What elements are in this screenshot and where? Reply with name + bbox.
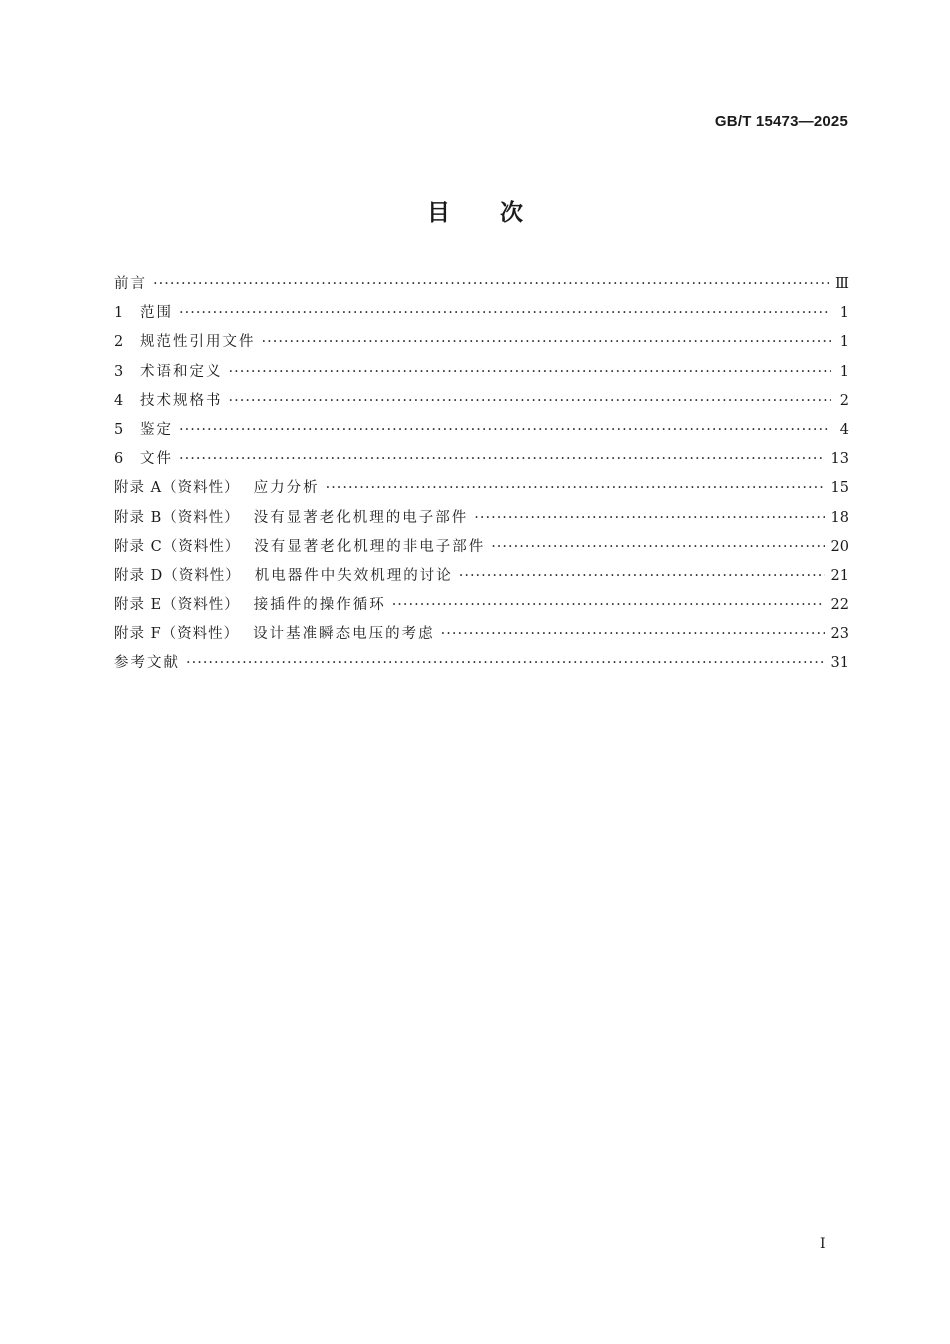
toc-leader-dots bbox=[229, 358, 832, 387]
toc-leader-dots bbox=[392, 591, 825, 620]
toc-appendix-prefix: 附录 F（资料性） bbox=[114, 626, 240, 643]
toc-leader-dots bbox=[179, 416, 831, 445]
toc-entry-page: 31 bbox=[830, 655, 849, 672]
title-char-2: 次 bbox=[500, 200, 523, 226]
toc-entry-6[interactable] bbox=[114, 445, 849, 474]
toc-entry-page: 20 bbox=[830, 538, 849, 555]
toc-entry-number: 4 bbox=[114, 392, 124, 409]
toc-entry-page: 22 bbox=[830, 597, 849, 614]
toc-entry-label: 设计基准瞬态电压的考虑 bbox=[253, 626, 435, 643]
toc-entry-appendix-a[interactable] bbox=[114, 474, 849, 503]
toc-entry-page: 15 bbox=[830, 480, 849, 497]
toc-entry-label: 没有显著老化机理的非电子部件 bbox=[254, 538, 486, 555]
toc-entry-appendix-e[interactable] bbox=[114, 591, 849, 620]
toc-entry-page: 1 bbox=[839, 305, 849, 322]
toc-entry-number: 6 bbox=[114, 451, 124, 468]
toc-entry-label: 参考文献 bbox=[114, 655, 180, 672]
page-title bbox=[0, 194, 950, 227]
toc-entry-page: 21 bbox=[830, 567, 849, 584]
toc-entry-page: Ⅲ bbox=[835, 276, 849, 292]
toc-leader-dots bbox=[262, 328, 832, 357]
toc-entry-label: 范围 bbox=[140, 305, 173, 322]
toc-entry-label: 前言 bbox=[114, 276, 147, 292]
toc-entry-page: 1 bbox=[839, 334, 849, 351]
toc-entry-number: 3 bbox=[114, 363, 124, 380]
table-of-contents bbox=[114, 270, 849, 679]
toc-entry-label: 应力分析 bbox=[253, 480, 320, 497]
standard-code: GB/T 15473—2025 bbox=[714, 113, 848, 130]
toc-entry-page: 23 bbox=[830, 626, 849, 643]
toc-entry-label: 文件 bbox=[140, 451, 173, 468]
toc-entry-page: 18 bbox=[830, 509, 849, 526]
toc-entry-page: 4 bbox=[839, 421, 849, 438]
toc-entry-appendix-c[interactable] bbox=[114, 533, 849, 562]
toc-appendix-prefix: 附录 D（资料性） bbox=[114, 567, 241, 584]
toc-entry-label: 机电器件中失效机理的讨论 bbox=[254, 567, 453, 584]
title-char-1: 目 bbox=[427, 200, 450, 226]
toc-entry-label: 鉴定 bbox=[140, 421, 173, 438]
toc-entry-label: 规范性引用文件 bbox=[140, 334, 256, 351]
toc-entry-5[interactable] bbox=[114, 416, 849, 445]
toc-leader-dots bbox=[326, 474, 825, 503]
toc-entry-references[interactable] bbox=[114, 649, 849, 678]
toc-entry-number: 2 bbox=[114, 334, 124, 351]
toc-leader-dots bbox=[179, 299, 831, 328]
toc-entry-number: 5 bbox=[114, 421, 124, 438]
toc-appendix-prefix: 附录 A（资料性） bbox=[114, 480, 240, 497]
toc-leader-dots bbox=[459, 562, 825, 591]
toc-appendix-prefix: 附录 E（资料性） bbox=[114, 597, 240, 614]
toc-entry-3[interactable] bbox=[114, 358, 849, 387]
toc-leader-dots bbox=[153, 270, 829, 299]
toc-leader-dots bbox=[186, 649, 825, 678]
toc-entry-page: 1 bbox=[839, 363, 849, 380]
toc-leader-dots bbox=[441, 620, 825, 649]
toc-entry-2[interactable] bbox=[114, 328, 849, 357]
toc-entry-page: 2 bbox=[839, 392, 849, 409]
toc-entry-appendix-f[interactable] bbox=[114, 620, 849, 649]
toc-entry-appendix-d[interactable] bbox=[114, 562, 849, 591]
toc-entry-label: 没有显著老化机理的电子部件 bbox=[253, 509, 469, 526]
toc-entry-label: 技术规格书 bbox=[140, 392, 223, 409]
page-number: I bbox=[820, 1236, 826, 1252]
toc-appendix-prefix: 附录 B（资料性） bbox=[114, 509, 240, 526]
toc-leader-dots bbox=[491, 533, 824, 562]
toc-entry-foreword[interactable] bbox=[114, 270, 849, 299]
toc-leader-dots bbox=[229, 387, 832, 416]
toc-entry-label: 接插件的操作循环 bbox=[253, 597, 386, 614]
toc-entry-label: 术语和定义 bbox=[140, 363, 223, 380]
toc-entry-number: 1 bbox=[114, 305, 124, 322]
toc-leader-dots bbox=[474, 504, 824, 533]
toc-entry-4[interactable] bbox=[114, 387, 849, 416]
toc-appendix-prefix: 附录 C（资料性） bbox=[114, 538, 241, 555]
toc-leader-dots bbox=[179, 445, 825, 474]
toc-entry-appendix-b[interactable] bbox=[114, 504, 849, 533]
toc-entry-page: 13 bbox=[830, 451, 849, 468]
toc-entry-1[interactable] bbox=[114, 299, 849, 328]
